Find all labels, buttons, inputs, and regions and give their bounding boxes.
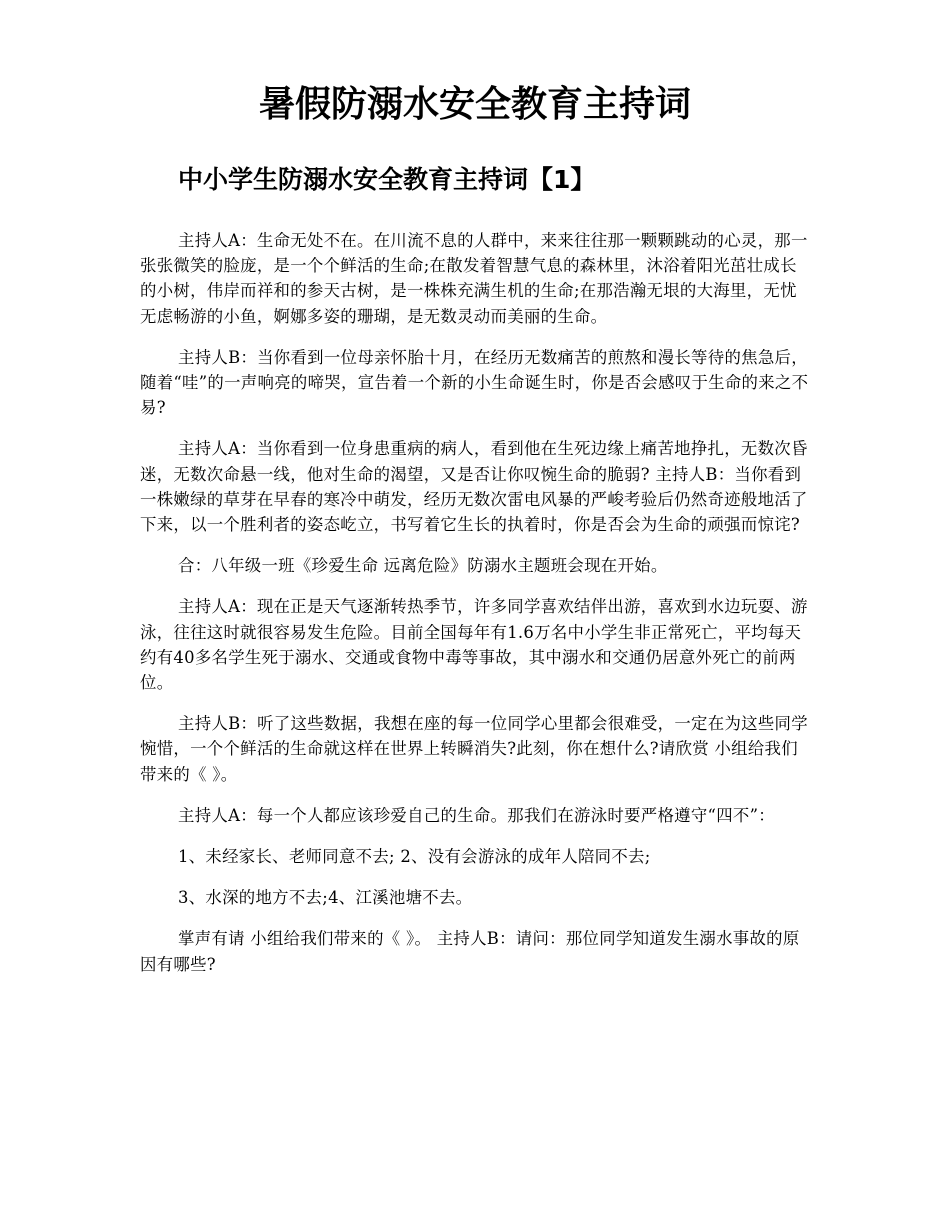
paragraph-rules-1-2: 1、未经家长、老师同意不去; 2、没有会游泳的成年人陪同不去; <box>178 847 651 867</box>
paragraph-host-b-reaction: 主持人B：听了这些数据，我想在座的每一位同学心里都会很难受，一定在为这些同学惋惜，一个个鲜活的生命就这样在世界上转瞬消失?此刻，你在想什么?请欣赏 小组给我们带来的《 》。 <box>140 714 808 784</box>
paragraph-host-b-question: 掌声有请 小组给我们带来的《 》。 主持人B：请问：那位同学知道发生溺水事故的原因有哪些? <box>140 929 800 974</box>
paragraph-opening-announcement: 合：八年级一班《珍爱生命 远离危险》防溺水主题班会现在开始。 <box>178 556 668 576</box>
document-body <box>140 228 810 993</box>
document-title: 暑假防溺水安全教育主持词 <box>258 84 691 125</box>
paragraph-host-a-statistics: 主持人A：现在正是天气逐渐转热季节，许多同学喜欢结伴出游，喜欢到水边玩耍、游泳，往往这时就很容易发生危险。目前全国每年有1.6万名中小学生非正常死亡，平均每天约有40多名学生死于溺水、交通或食物中毒等事故，其中溺水和交通仍居意外死亡的前两位。 <box>140 597 808 693</box>
paragraph-host-a-illness: 主持人A：当你看到一位身患重病的病人，看到他在生死边缘上痛苦地挣扎，无数次昏迷，无数次命悬一线，他对生命的渴望，又是否让你叹惋生命的脆弱? 主持人B：当你看到一株嫩绿的草芽在早春的寒冷中萌发，经历无数次雷电风暴的严峻考验后仍然奇迹般地活了下来，以一个胜利者的姿态屹立，书写着它生长的执着时，你是否会为生命的顽强而惊诧? <box>140 439 808 535</box>
paragraph-rules-3-4: 3、水深的地方不去;4、江溪池塘不去。 <box>178 888 473 908</box>
paragraph-host-a-intro: 主持人A：生命无处不在。在川流不息的人群中，来来往往那一颗颗跳动的心灵，那一张张微笑的脸庞，是一个个鲜活的生命;在散发着智慧气息的森林里，沐浴着阳光茁壮成长的小树，伟岸而祥和的参天古树，是一株株充满生机的生命;在那浩瀚无垠的大海里，无忧无虑畅游的小鱼，婀娜多姿的珊瑚，是无数灵动而美丽的生命。 <box>140 231 808 326</box>
paragraph-host-a-four-rules: 主持人A：每一个人都应该珍爱自己的生命。那我们在游泳时要严格遵守“四不”： <box>178 805 775 825</box>
section-heading: 中小学生防溺水安全教育主持词【1】 <box>178 165 596 194</box>
paragraph-host-b-birth: 主持人B：当你看到一位母亲怀胎十月，在经历无数痛苦的煎熬和漫长等待的焦急后，随着“哇”的一声响亮的啼哭，宣告着一个新的小生命诞生时，你是否会感叹于生命的来之不易? <box>140 347 809 418</box>
